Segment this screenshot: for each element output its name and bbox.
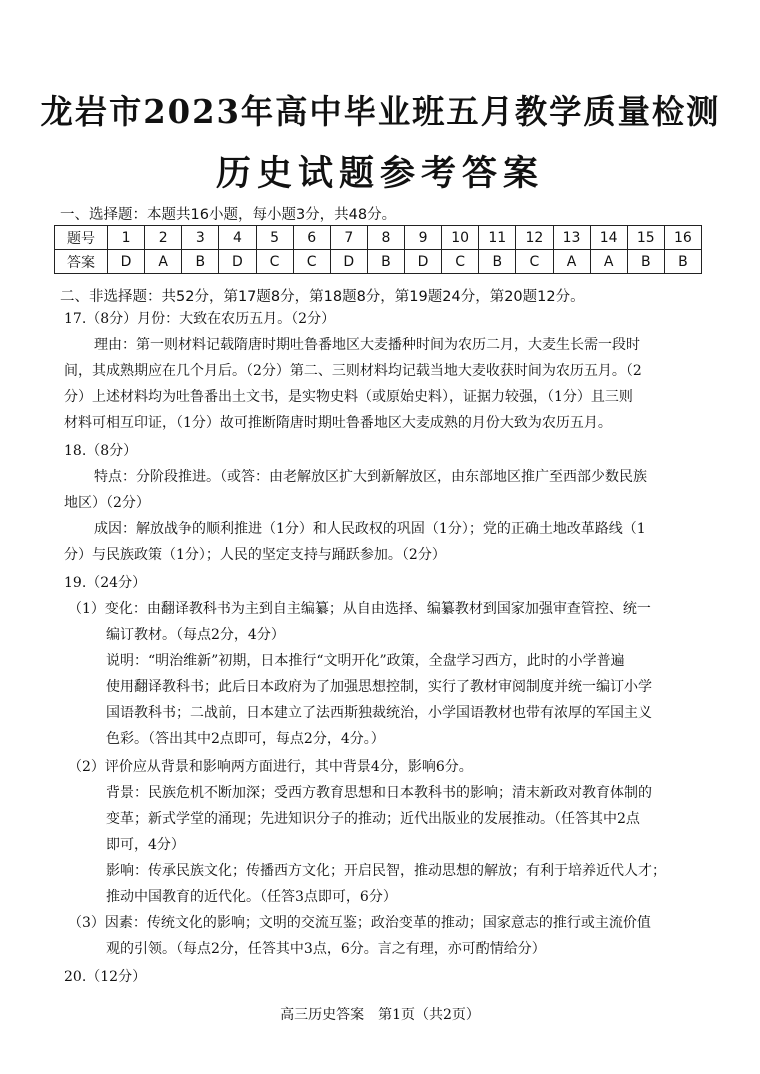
answer-cell: D <box>219 250 256 274</box>
question-number: 6 <box>293 226 330 250</box>
question-number: 14 <box>590 226 627 250</box>
q18-text-line: 特点：分阶段推进。（或答：由老解放区扩大到新解放区，由东部地区推广至西部少数民族 <box>94 469 647 485</box>
table-row-answers <box>55 250 702 274</box>
question-number: 9 <box>405 226 442 250</box>
question-number: 3 <box>182 226 219 250</box>
answer-cell: B <box>479 250 516 274</box>
question-number: 11 <box>479 226 516 250</box>
q19-part1-line: 使用翻译教科书；此后日本政府为了加强思想控制，实行了教材审阅制度并统一编订小学 <box>106 679 652 695</box>
q19-part2-line: （2）评价应从背景和影响两方面进行，其中背景4分，影响6分。 <box>68 759 473 775</box>
q18-text-line: 地区）（2分） <box>64 495 150 511</box>
answer-cell: A <box>145 250 182 274</box>
q17-text-line: 材料可相互印证，（1分）故可推断隋唐时期吐鲁番地区大麦成熟的月份大致为农历五月。 <box>64 415 612 431</box>
row-label-answer: 答案 <box>55 250 108 274</box>
answer-cell: B <box>664 250 701 274</box>
q19-part1-line: 色彩。（答出其中2点即可，每点2分，4分。） <box>106 731 385 747</box>
q17-text-line: 分）上述材料均为吐鲁番出土文书，是实物史料（或原始史料），证据力较强，（1分）且三则 <box>64 389 633 405</box>
section-choice-heading: 一、选择题：本题共16小题，每小题3分，共48分。 <box>60 207 397 223</box>
q19-part2-line: 背景：民族危机不断加深；受西方教育思想和日本教科书的影响；清末新政对教育体制的 <box>106 785 652 801</box>
question-number: 8 <box>367 226 404 250</box>
question-number: 1 <box>108 226 145 250</box>
question-number: 15 <box>627 226 664 250</box>
answer-cell: B <box>627 250 664 274</box>
question-number: 16 <box>664 226 701 250</box>
question-number: 10 <box>442 226 479 250</box>
table-row-question-numbers <box>55 226 702 250</box>
q19-part3-line: 观的引领。（每点2分，任答其中3点，6分。言之有理，亦可酌情给分） <box>106 941 546 957</box>
answer-table <box>54 225 702 274</box>
answer-cell: D <box>405 250 442 274</box>
page-footer: 高三历史答案 第1页（共2页） <box>280 1007 480 1023</box>
q19-part2-line: 变革；新式学堂的涌现；先进知识分子的推动；近代出版业的发展推动。（任答其中2点 <box>106 811 640 827</box>
question-number: 5 <box>256 226 293 250</box>
q18-text-line: 分）与民族政策（1分）；人民的坚定支持与踊跃参加。（2分） <box>64 547 446 563</box>
q19-part3-line: （3）因素：传统文化的影响；文明的交流互鉴；政治变革的推动；国家意志的推行或主流价值 <box>68 915 651 931</box>
answer-cell: C <box>256 250 293 274</box>
answer-cell: A <box>553 250 590 274</box>
question-number: 2 <box>145 226 182 250</box>
answer-cell: C <box>293 250 330 274</box>
q17-heading: 17.（8分）月份：大致在农历五月。（2分） <box>64 311 336 327</box>
answer-cell: C <box>442 250 479 274</box>
q19-heading: 19.（24分） <box>64 575 147 591</box>
q19-part1-line: （1）变化：由翻译教科书为主到自主编纂；从自由选择、编纂教材到国家加强审查管控、统一 <box>68 601 651 617</box>
q19-part2-line: 推动中国教育的近代化。（任答3点即可，6分） <box>106 889 397 905</box>
q18-heading: 18.（8分） <box>64 443 138 459</box>
q19-part2-line: 即可，4分） <box>106 837 185 853</box>
q20-heading: 20.（12分） <box>64 969 147 985</box>
question-number: 4 <box>219 226 256 250</box>
answer-cell: C <box>516 250 553 274</box>
exam-title: 龙岩市2023年高中毕业班五月教学质量检测 <box>40 92 720 131</box>
row-label-number: 题号 <box>55 226 108 250</box>
answer-cell: A <box>590 250 627 274</box>
q19-part1-line: 说明：“明治维新”初期，日本推行“文明开化”政策，全盘学习西方，此时的小学普遍 <box>106 653 625 669</box>
answer-cell: D <box>108 250 145 274</box>
exam-subtitle: 历史试题参考答案 <box>215 153 544 194</box>
q19-part2-line: 影响：传承民族文化；传播西方文化；开启民智，推动思想的解放；有利于培养近代人才； <box>106 863 666 879</box>
answer-cell: B <box>367 250 404 274</box>
question-number: 12 <box>516 226 553 250</box>
answer-cell: D <box>330 250 367 274</box>
question-number: 7 <box>330 226 367 250</box>
q19-part1-line: 编订教材。（每点2分，4分） <box>106 627 285 643</box>
q17-text-line: 理由：第一则材料记载隋唐时期吐鲁番地区大麦播种时间为农历二月，大麦生长需一段时 <box>94 337 640 353</box>
answer-cell: B <box>182 250 219 274</box>
q18-text-line: 成因：解放战争的顺利推进（1分）和人民政权的巩固（1分）；党的正确土地改革路线（1 <box>94 521 646 537</box>
q17-text-line: 间，其成熟期应在几个月后。（2分）第二、三则材料均记载当地大麦收获时间为农历五月。（2 <box>64 363 642 379</box>
section-essay-heading: 二、非选择题：共52分，第17题8分，第18题8分，第19题24分，第20题12分。 <box>60 289 585 305</box>
q19-part1-line: 国语教科书；二战前，日本建立了法西斯独裁统治，小学国语教材也带有浓厚的军国主义 <box>106 705 652 721</box>
question-number: 13 <box>553 226 590 250</box>
